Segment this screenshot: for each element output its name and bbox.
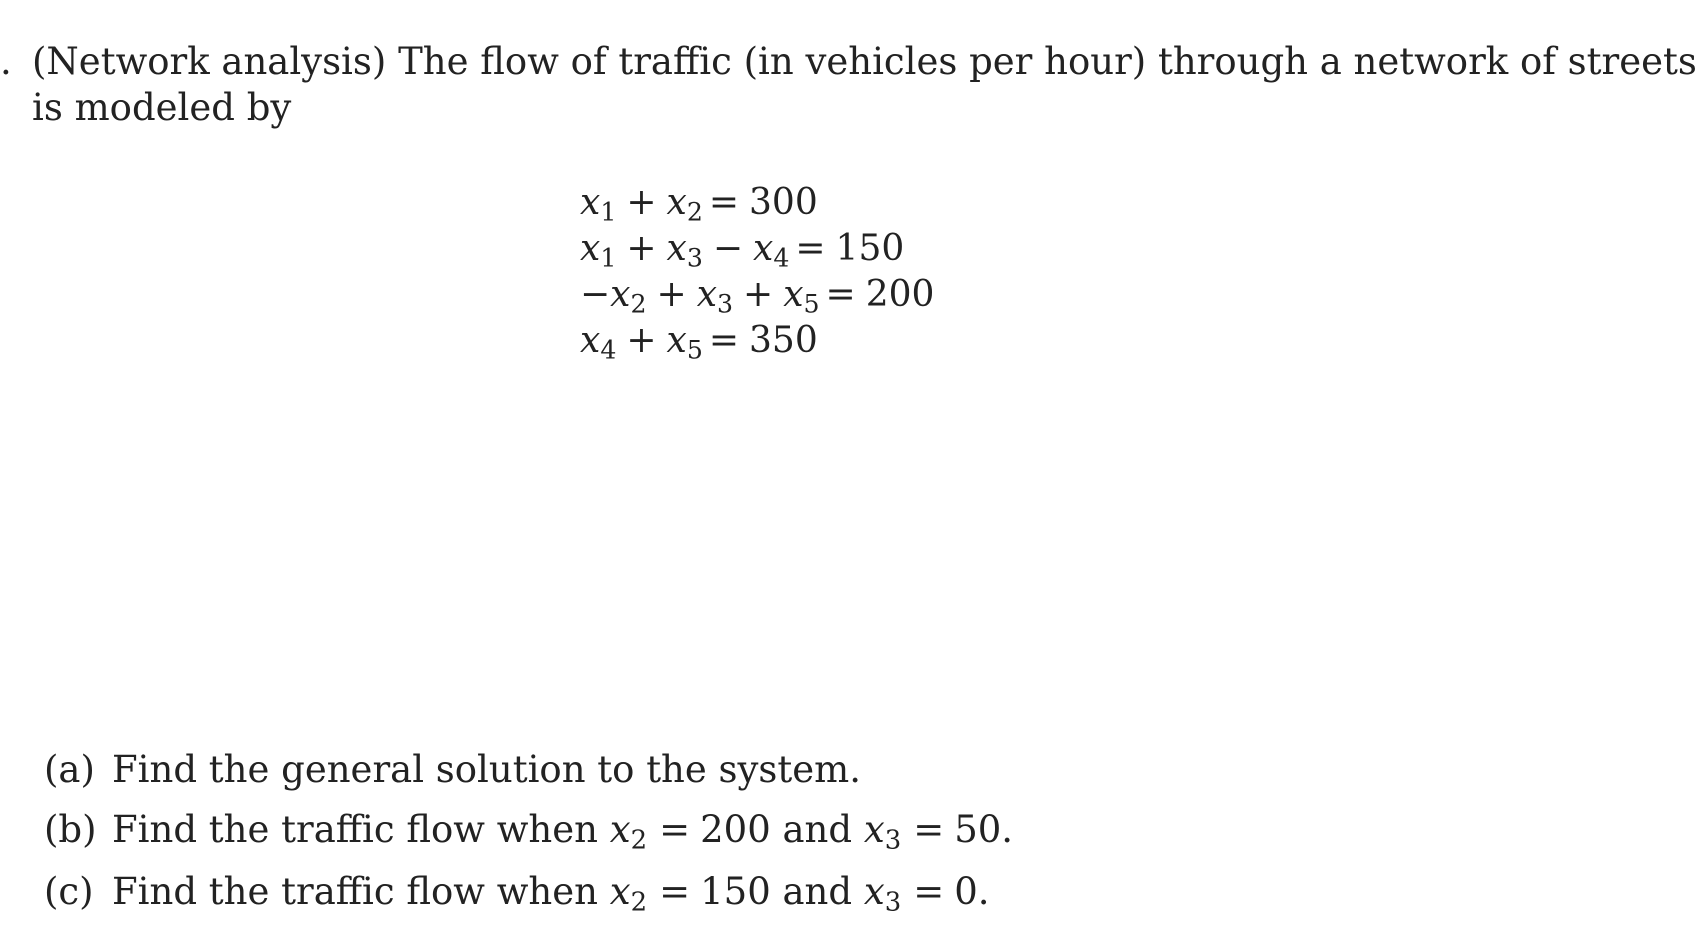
subscript: 2 bbox=[686, 197, 703, 227]
operator: + bbox=[656, 274, 687, 315]
problem-intro-line-2: is modeled by bbox=[32, 86, 292, 129]
part-label: (a) bbox=[44, 748, 95, 791]
operator: + bbox=[626, 182, 657, 223]
var: x bbox=[610, 274, 631, 315]
subscript: 4 bbox=[600, 335, 617, 365]
value: 200 bbox=[700, 808, 771, 851]
equals-sign: = bbox=[659, 870, 691, 913]
equals-sign: = bbox=[913, 870, 945, 913]
equals-sign: = bbox=[659, 808, 691, 851]
subscript: 2 bbox=[630, 887, 648, 918]
var: x bbox=[863, 808, 885, 851]
operator: + bbox=[743, 274, 774, 315]
var: x bbox=[696, 274, 717, 315]
var: x bbox=[609, 808, 631, 851]
equation-system bbox=[580, 180, 934, 364]
subscript: 2 bbox=[630, 825, 648, 856]
subscript: 5 bbox=[803, 289, 820, 319]
conjunction: and bbox=[782, 870, 853, 913]
equals-sign: = bbox=[913, 808, 945, 851]
equals-sign: = bbox=[795, 228, 826, 269]
subscript: 5 bbox=[686, 335, 703, 365]
part-text: Find the traffic flow when bbox=[112, 808, 598, 851]
var: x bbox=[666, 320, 687, 361]
equals-sign: = bbox=[708, 320, 740, 361]
equation-1 bbox=[580, 180, 934, 226]
var: x bbox=[753, 228, 774, 269]
var: x bbox=[580, 182, 601, 223]
var: x bbox=[580, 228, 601, 269]
value: 0. bbox=[954, 870, 990, 913]
subscript: 3 bbox=[686, 243, 703, 273]
equation-4 bbox=[580, 318, 934, 364]
operator: + bbox=[626, 320, 657, 361]
subscript: 3 bbox=[717, 289, 734, 319]
subscript: 1 bbox=[600, 243, 617, 273]
problem-intro-line-1: (Network analysis) The flow of traffic (in vehicles per hour) through a network of streets bbox=[32, 40, 1697, 83]
value: 150 bbox=[700, 870, 771, 913]
equation-2 bbox=[580, 226, 934, 272]
equals-sign: = bbox=[825, 274, 856, 315]
part-b bbox=[44, 808, 1013, 862]
part-text: Find the traffic flow when bbox=[112, 870, 598, 913]
part-label: (c) bbox=[44, 870, 94, 913]
value: 50. bbox=[954, 808, 1014, 851]
var: x bbox=[666, 182, 687, 223]
operator: − bbox=[712, 228, 744, 269]
negative-sign: − bbox=[580, 274, 611, 315]
subscript: 4 bbox=[773, 243, 790, 273]
operator: + bbox=[626, 228, 657, 269]
rhs-value: 150 bbox=[835, 228, 905, 269]
conjunction: and bbox=[782, 808, 853, 851]
var: x bbox=[580, 320, 601, 361]
equation-3 bbox=[580, 272, 934, 318]
subscript: 3 bbox=[884, 825, 902, 856]
part-c bbox=[44, 870, 990, 924]
subscript: 2 bbox=[630, 289, 647, 319]
rhs-value: 300 bbox=[749, 182, 818, 223]
problem-number-dot: . bbox=[0, 40, 12, 83]
var: x bbox=[783, 274, 804, 315]
var: x bbox=[863, 870, 885, 913]
part-text: Find the general solution to the system. bbox=[112, 748, 862, 791]
var: x bbox=[609, 870, 631, 913]
subscript: 1 bbox=[600, 197, 617, 227]
part-label: (b) bbox=[44, 808, 97, 851]
equals-sign: = bbox=[708, 182, 740, 223]
part-a bbox=[44, 748, 861, 792]
subscript: 3 bbox=[884, 887, 902, 918]
var: x bbox=[666, 228, 687, 269]
rhs-value: 350 bbox=[749, 320, 818, 361]
rhs-value: 200 bbox=[865, 274, 935, 315]
